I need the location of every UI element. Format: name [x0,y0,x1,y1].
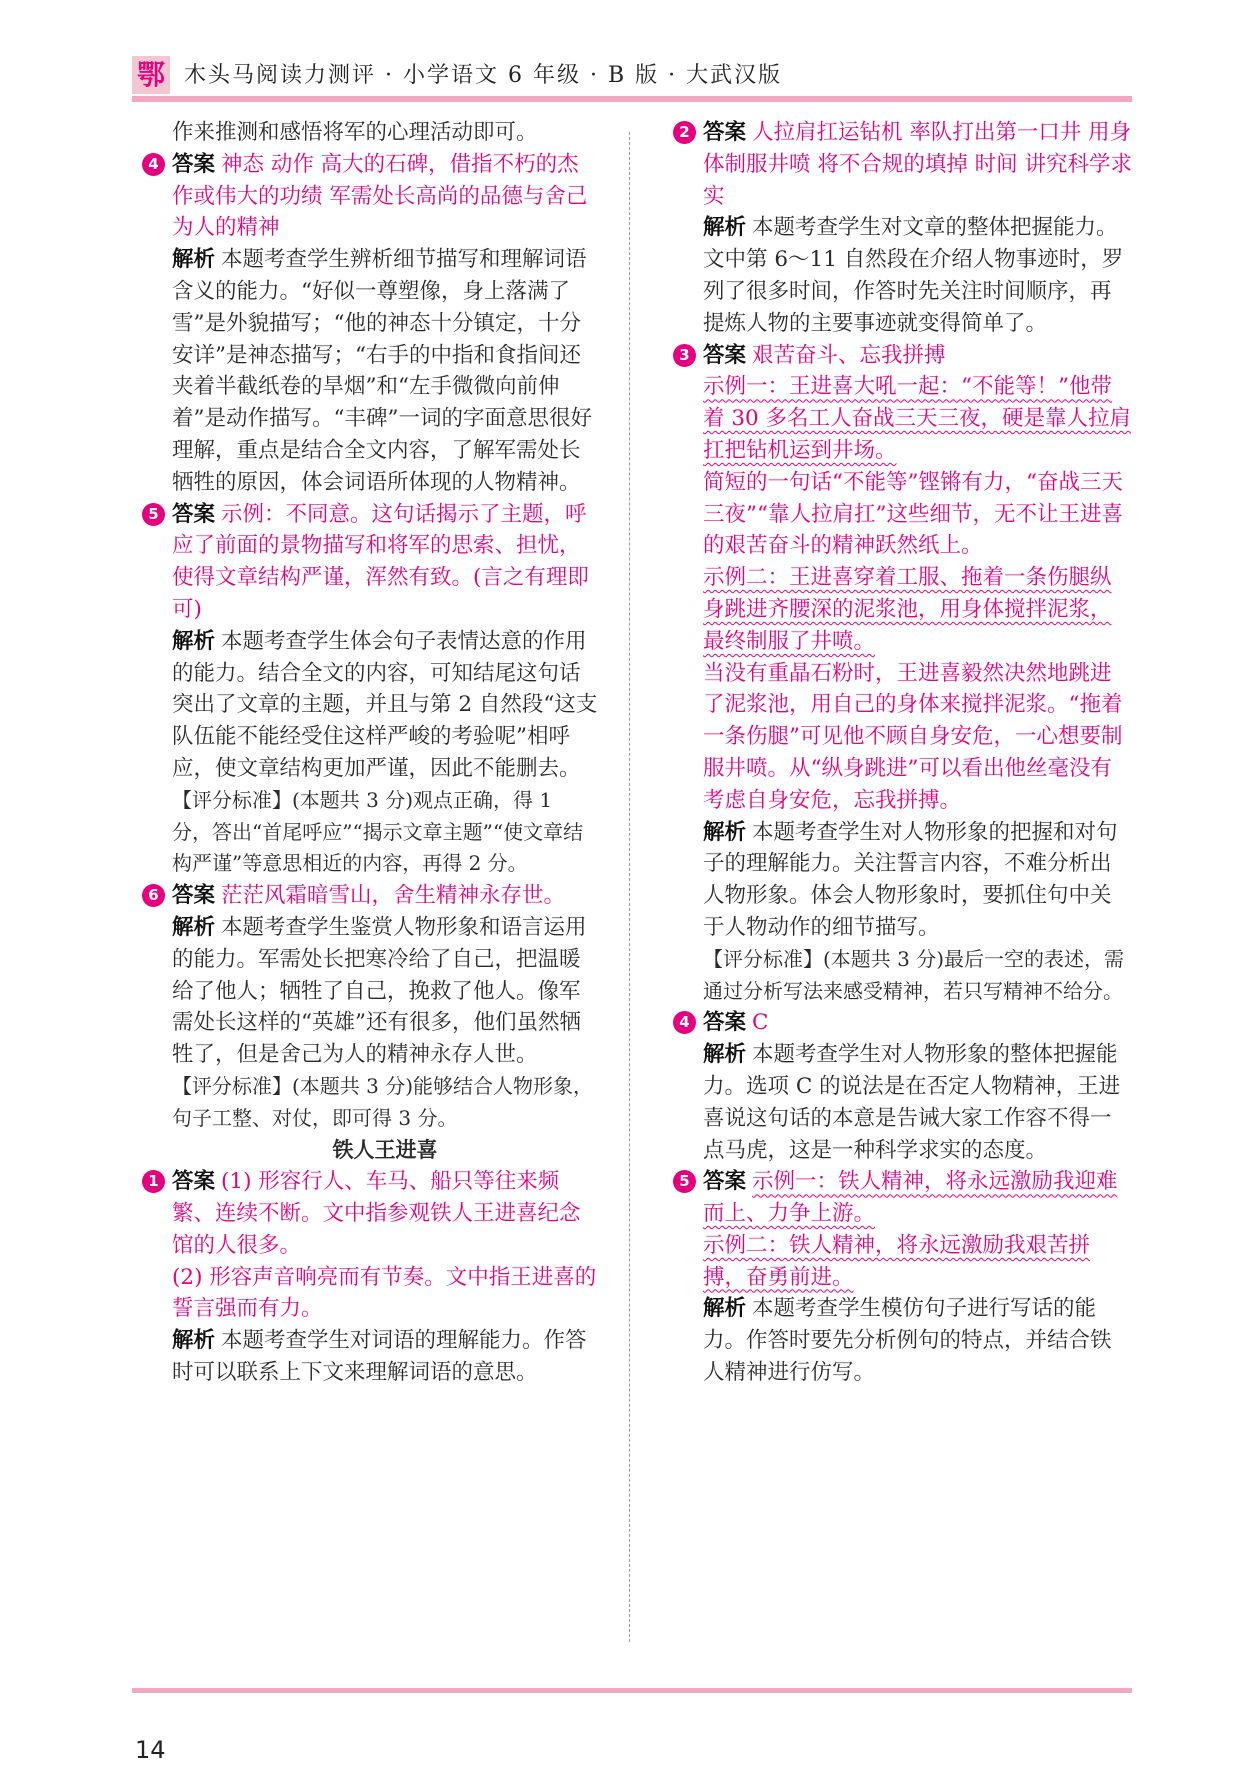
analysis-label: 解析 [703,215,747,241]
section-title: 铁人王进喜 [332,1137,438,1162]
continued-text: 作来推测和感悟将军的心理活动即可。 [172,120,538,145]
analysis-text: 本题考查学生体会句子表情达意的作用的能力。结合全文的内容，可知结尾这句话突出了文章的主题，并且与第 2 自然段“这支队伍能不能经受住这样严峻的考验呢”相呼应，使文章结构更加严谨，因此不能删去。 [172,628,598,781]
publisher-logo-icon: 鄂 [132,56,170,94]
answer-text: 示例：不同意。这句话揭示了主题，呼应了前面的景物描写和将军的思索、担忧，使得文章结构严谨，浑然有致。(言之有理即可) [172,501,589,622]
column-divider [629,132,630,1642]
analysis-text: 本题考查学生辨析细节描写和理解词语含义的能力。“好似一尊塑像，身上落满了雪”是外貌描写；“他的神态十分镇定，十分安详”是神态描写；“右手的中指和食指间还夹着半截纸卷的旱烟”和“左手微微向前伸着”是动作描写。“丰碑”一词的字面意思很好理解，重点是结合全文内容，了解军需处长牺牲的原因，体会词语所体现的人物精神。 [172,247,592,495]
analysis-label: 解析 [172,914,216,940]
question-number-badge: 6 [142,884,165,907]
book-title: 木头马阅读力测评 · 小学语文 6 年级 · B 版 · 大武汉版 [184,63,783,88]
analysis-block [172,1325,598,1389]
question-4-right [679,1007,1132,1166]
answer-text: (1) 形容行人、车马、船只等往来频繁、连续不断。文中指参观铁人王进喜纪念馆的人很多。 [172,1169,581,1258]
footer-rule [132,1688,1132,1693]
question-number-badge: 5 [673,1170,696,1193]
answer-text: 示例一：铁人精神，将永远激励我迎难而上、力争上游。 [703,1169,1118,1227]
example-1-quote [703,371,1132,466]
analysis-text: 本题考查学生对人物形象的把握和对句子的理解能力。关注誓言内容，不难分析出人物形象。体会人物形象时，要抓住句中关于人物动作的细节描写。 [703,819,1118,940]
answer-label: 答案 [172,1169,216,1195]
page-header [132,50,1132,102]
page-number: 14 [135,1736,166,1764]
answer-text: 茫茫风霜暗雪山，舍生精神永存世。 [221,883,566,909]
question-number-badge: 3 [673,344,696,367]
analysis-label: 解析 [703,1042,747,1068]
analysis-block [703,817,1132,944]
answer-label: 答案 [703,342,747,368]
header-rule [132,96,1132,102]
answer-text: C [752,1010,769,1036]
example-2-quote [703,562,1132,657]
answer-block [172,880,598,912]
answer-block [703,1166,1132,1230]
answer-label: 答案 [172,501,216,527]
question-number-badge: 4 [673,1011,696,1034]
analysis-text: 本题考查学生鉴赏人物形象和语言运用的能力。军需处长把寒冷给了自己，把温暖给了他人；牺牲了自己，挽救了他人。像军需处长这样的“英雄”还有很多，他们虽然牺牲了，但是舍己为人的精神永存人世。 [172,914,587,1068]
analysis-label: 解析 [172,1328,216,1354]
underlined-quote: 示例二：铁人精神，将永远激励我艰苦拼搏，奋勇前进。 [703,1232,1091,1290]
right-column [679,117,1133,1389]
question-number-badge: 1 [142,1170,165,1193]
analysis-block [703,1039,1132,1166]
answer-block [172,1166,598,1261]
question-3 [679,340,1132,1008]
answer-block [703,117,1132,212]
answer-text-2: (2) 形容声音响亮而有节奏。文中指王进喜的誓言强而有力。 [172,1264,597,1322]
question-5-right [679,1166,1132,1389]
underlined-quote: 示例一：王进喜大吼一起：“不能等！”他带着 30 多名工人奋战三天三夜，硬是靠人拉肩扛把钻机运到井场。 [703,374,1132,463]
analysis-block [172,912,598,1071]
analysis-block [172,244,598,498]
example-1-comment: 简短的一句话“不能等”铿锵有力，“奋战三天三夜”“靠人拉肩扛”这些细节，无不让王进喜的艰苦奋斗的精神跃然纸上。 [703,469,1123,559]
answer-block [172,499,598,626]
analysis-block [172,626,598,785]
question-number-badge: 5 [142,503,165,526]
answer-label: 答案 [703,1010,747,1036]
answer-text: 艰苦奋斗、忘我拼搏 [752,342,946,368]
analysis-label: 解析 [703,819,747,845]
analysis-block [703,1293,1132,1388]
analysis-text: 本题考查学生模仿句子进行写话的能力。作答时要先分析例句的特点，并结合铁人精神进行仿写。 [703,1296,1112,1386]
example-2 [703,1230,1132,1294]
scoring-criteria: 【评分标准】(本题共 3 分)观点正确，得 1 分，答出“首尾呼应”“揭示文章主题”“使文章结构严谨”等意思相近的内容，再得 2 分。 [172,787,584,876]
section2-question-1 [148,1166,598,1389]
answer-block [172,149,598,244]
question-number-badge: 2 [673,121,696,144]
question-4 [148,149,598,499]
question-2 [679,117,1133,340]
analysis-text: 本题考查学生对文章的整体把握能力。文中第 6～11 自然段在介绍人物事迹时，罗列了很多时间，作答时先关注时间顺序，再提炼人物的主要事迹就变得简单了。 [703,215,1124,336]
analysis-label: 解析 [703,1296,747,1322]
question-6 [148,880,598,1134]
answer-text: 人拉肩扛运钻机 率队打出第一口井 用身体制服井喷 将不合规的填掉 时间 讲究科学求实 [703,120,1133,209]
analysis-label: 解析 [172,628,216,654]
example-2-comment: 当没有重晶石粉时，王进喜毅然决然地跳进了泥浆池，用自己的身体来搅拌泥浆。“拖着一条伤腿”可见他不顾自身安危，一心想要制服井喷。从“纵身跳进”可以看出他丝毫没有考虑自身安危，忘我拼搏。 [703,660,1123,813]
analysis-label: 解析 [172,247,216,273]
answer-label: 答案 [172,151,216,177]
underlined-quote: 示例二：王进喜穿着工服、拖着一条伤腿纵身跳进齐腰深的泥浆池，用身体搅拌泥浆，最终制服了井喷。 [703,565,1112,654]
question-5 [148,499,598,881]
scoring-criteria: 【评分标准】(本题共 3 分)能够结合人物形象，句子工整、对仗，即可得 3 分。 [172,1073,594,1130]
answer-text: 神态 动作 高大的石碑，借指不朽的杰作或伟大的功绩 军需处长高尚的品德与舍己为人的精神 [172,151,588,241]
answer-block [703,340,1132,372]
analysis-block [703,212,1132,339]
analysis-text: 本题考查学生对词语的理解能力。作答时可以联系上下文来理解词语的意思。 [172,1328,587,1386]
answer-label: 答案 [703,1169,747,1195]
analysis-text: 本题考查学生对人物形象的整体把握能力。选项 C 的说法是在否定人物精神，王进喜说这句话的本意是告诫大家工作容不得一点马虎，这是一种科学求实的态度。 [703,1042,1121,1163]
answer-label: 答案 [172,883,216,909]
question-number-badge: 4 [142,153,165,176]
scoring-criteria: 【评分标准】(本题共 3 分)最后一空的表述，需通过分析写法来感受精神，若只写精神不给分。 [703,946,1125,1003]
left-column [148,117,598,1389]
answer-block [703,1007,1132,1039]
answer-label: 答案 [703,120,747,145]
